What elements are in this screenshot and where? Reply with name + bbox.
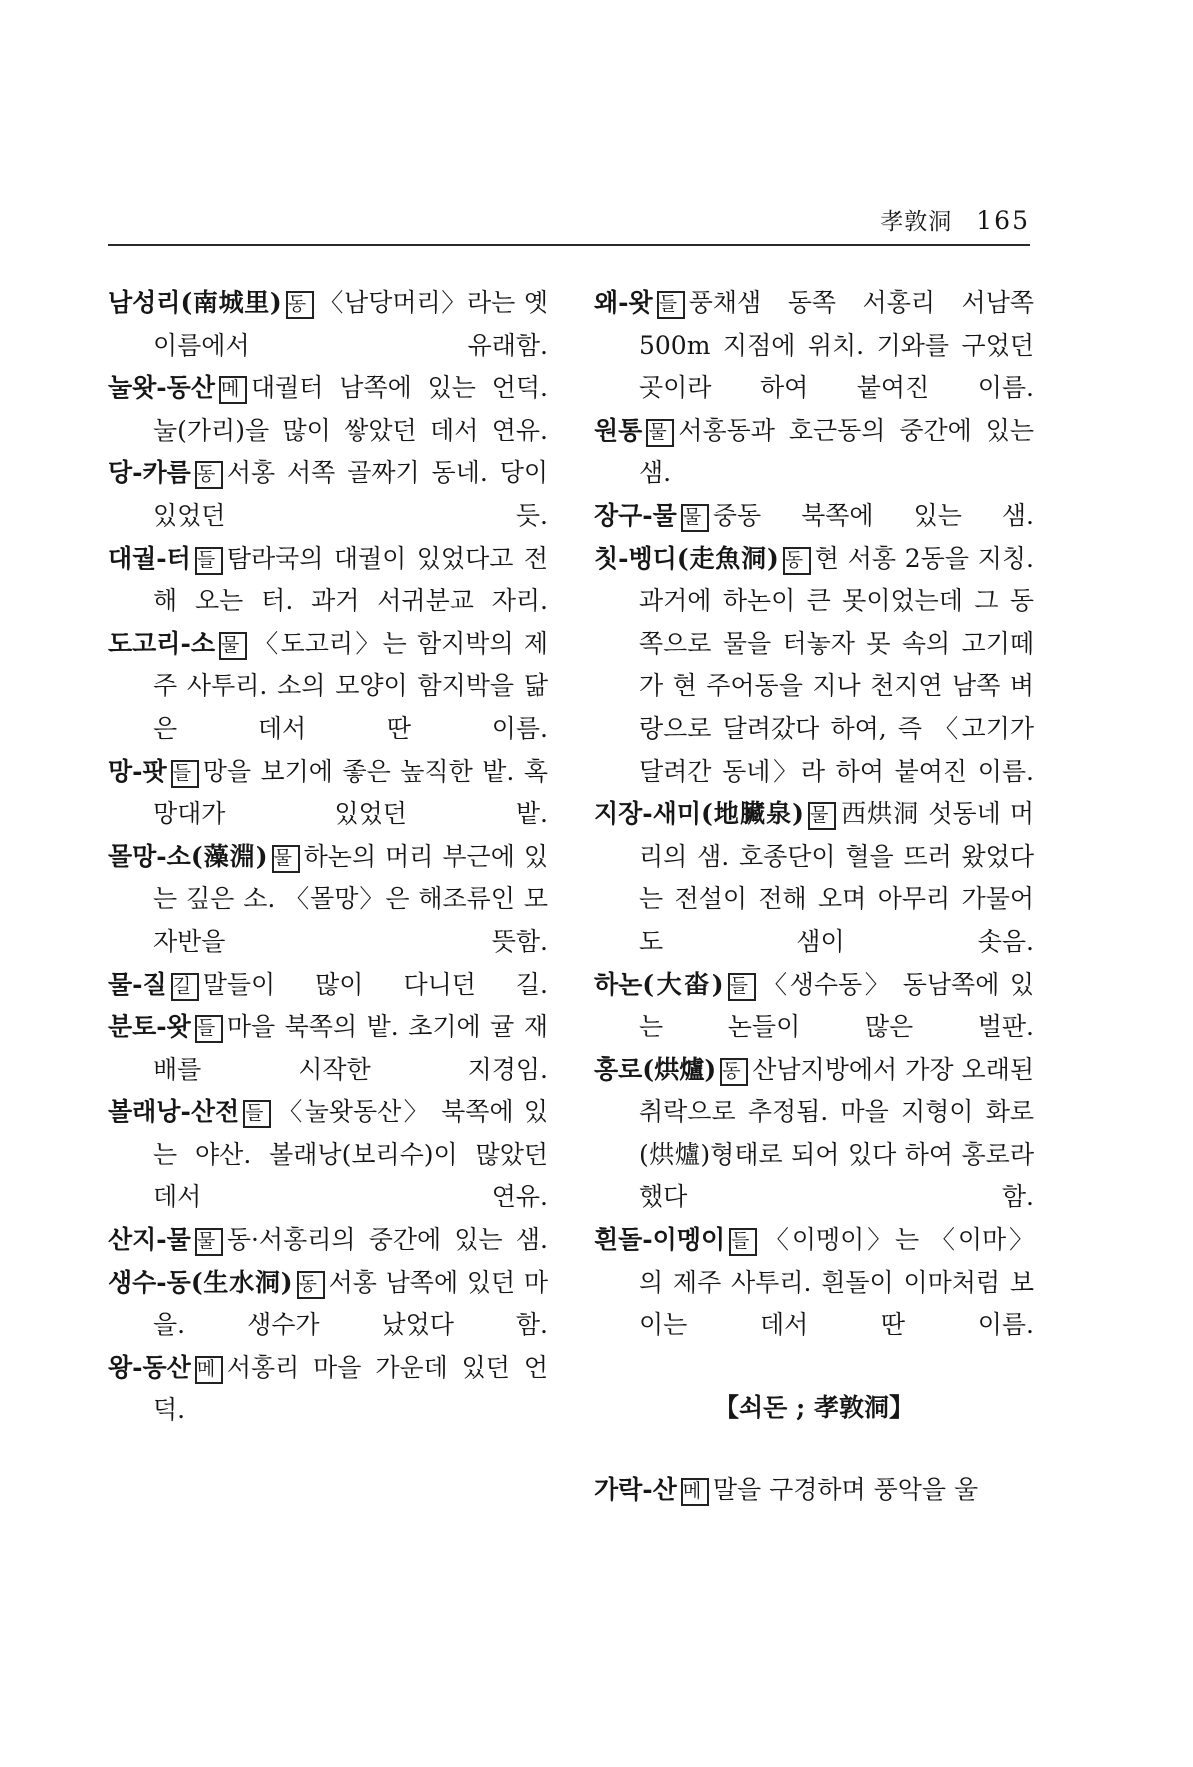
entry-text: 마을 북쪽의 밭. 초기에 귤 재배를 시작한 지경임.	[153, 1012, 548, 1084]
entry-text: 동·서홍리의 중간에 있는 샘.	[226, 1225, 548, 1255]
dictionary-entry	[594, 1049, 1034, 1219]
dictionary-entry	[108, 1006, 548, 1091]
category-tag: 물	[219, 632, 247, 660]
dictionary-entry	[108, 1262, 548, 1347]
entry-headword: 도고리-소	[108, 628, 215, 658]
entry-headword: 분토-왓	[108, 1012, 191, 1042]
category-tag: 메	[219, 376, 247, 404]
entry-text: 탐라국의 대궐이 있었다고 전해 오는 터. 과거 서귀분교 자리.	[153, 543, 548, 616]
category-tag: 메	[195, 1356, 223, 1384]
dictionary-entry	[108, 964, 548, 1007]
category-tag: 물	[195, 1228, 223, 1256]
entry-headword: 칫-벵디(走魚洞)	[594, 543, 779, 573]
category-tag: 동	[297, 1271, 325, 1299]
entry-headword: 남성리(南城里)	[108, 288, 282, 317]
right-column	[594, 282, 1034, 1512]
running-header	[108, 200, 1030, 246]
entry-text: 〈도고리〉는 함지박의 제주 사투리. 소의 모양이 함지박을 닮은 데서 딴 이름.	[153, 628, 548, 743]
category-tag: 길	[171, 973, 199, 1001]
entry-text: 〈남당머리〉라는 옛이름에서 유래함.	[153, 288, 549, 360]
entry-headword: 산지-물	[108, 1225, 191, 1255]
dictionary-entry	[108, 367, 548, 452]
category-tag: 들	[657, 291, 685, 319]
section-heading: 【쇠돈 ; 孝敦洞】	[714, 1392, 914, 1422]
dictionary-entry	[108, 538, 548, 623]
page-number: 165	[976, 206, 1030, 235]
dictionary-entry	[594, 1219, 1034, 1347]
entry-text: 대궐터 남쪽에 있는 언덕. 눌(가리)을 많이 쌓았던 데서 연유.	[153, 373, 548, 445]
entry-text: 풍채샘 동쪽 서홍리 서남쪽 500m 지점에 위치. 기와를 구었던 곳이라 하여 붙여진 이름.	[639, 288, 1034, 403]
dictionary-entry	[108, 1219, 548, 1262]
category-tag: 들	[195, 547, 223, 575]
header-line	[880, 203, 1030, 236]
dictionary-entry	[594, 538, 1034, 794]
dictionary-entry	[594, 1469, 1034, 1512]
entry-headword: 지장-새미(地臟泉)	[594, 799, 804, 829]
entry-headword: 흰돌-이멩이	[594, 1225, 726, 1255]
dictionary-entry	[108, 1091, 548, 1219]
category-tag: 들	[729, 1228, 757, 1256]
entry-text: 하논의 머리 부근에 있는 깊은 소. 〈몰망〉은 해조류인 모자반을 뜻함.	[153, 841, 548, 956]
entry-text: 서홍 서쪽 골짜기 동네. 당이 있었던 듯.	[153, 458, 548, 530]
category-tag: 들	[195, 1015, 223, 1043]
dictionary-entry	[108, 452, 548, 537]
dictionary-entry	[594, 793, 1034, 963]
category-tag: 동	[195, 461, 223, 489]
entry-headword: 생수-동(生水洞)	[108, 1267, 293, 1297]
dictionary-entry	[108, 751, 548, 836]
entry-text: 〈생수동〉 동남쪽에 있는 논들이 많은 벌판.	[639, 969, 1034, 1042]
entry-headword: 볼래낭-산전	[108, 1097, 240, 1127]
category-tag: 동	[783, 547, 811, 575]
entry-headword: 눌왓-동산	[108, 373, 215, 403]
entry-text: 〈이멩이〉는 〈이마〉의 제주 사투리. 흰돌이 이마처럼 보이는 데서 딴 이름.	[639, 1225, 1034, 1340]
entry-text: 중동 북쪽에 있는 샘.	[712, 500, 1034, 530]
dictionary-entry	[594, 964, 1034, 1049]
category-tag: 들	[171, 760, 199, 788]
category-tag: 들	[243, 1100, 271, 1128]
category-tag: 물	[646, 419, 674, 447]
category-tag: 물	[681, 504, 709, 532]
dictionary-entry	[108, 1347, 548, 1432]
entry-headword: 가락-산	[594, 1475, 677, 1505]
entry-headword: 홍로(烘爐)	[594, 1054, 717, 1084]
entry-text: 현 서홍 2동을 지칭. 과거에 하논이 큰 못이었는데 그 동쪽으로 물을 터놓자 못 속의 고기떼가 현 주어동을 지나 천지연 남쪽 벼랑으로 달려갔다 하여, 즉 〈고기가 달려간 동네〉라 하여 붙여진 이름.	[639, 543, 1034, 786]
entry-text: 말을 구경하며 풍악을 울	[712, 1475, 979, 1505]
header-title: 孝敦洞	[880, 209, 953, 235]
category-tag: 동	[286, 291, 314, 319]
category-tag: 메	[681, 1478, 709, 1506]
dictionary-entry	[594, 495, 1034, 538]
entry-headword: 당-카름	[108, 458, 191, 488]
entry-headword: 대궐-터	[108, 543, 191, 573]
dictionary-entry	[594, 410, 1034, 495]
dictionary-entry	[108, 836, 548, 964]
left-column	[108, 282, 548, 1432]
entry-text: 〈눌왓동산〉 북쪽에 있는 야산. 볼래낭(보리수)이 많았던 데서 연유.	[153, 1097, 548, 1212]
category-tag: 동	[720, 1058, 748, 1086]
entry-headword: 장구-물	[594, 500, 677, 530]
entry-headword: 원통	[594, 415, 643, 445]
entry-text: 서홍동과 호근동의 중간에 있는 샘.	[639, 415, 1034, 488]
entry-text: 산남지방에서 가장 오래된 취락으로 추정됨. 마을 지형이 화로(烘爐)형태로 되어 있다 하여 홍로라 했다 함.	[639, 1054, 1034, 1212]
entry-headword: 몰망-소(藻淵)	[108, 841, 268, 871]
entry-text: 서홍리 마을 가운데 있던 언덕.	[153, 1352, 548, 1425]
category-tag: 물	[272, 845, 300, 873]
entry-text: 西烘洞 섯동네 머리의 샘. 호종단이 혈을 뜨러 왔었다는 전설이 전해 오며 아무리 가물어도 샘이 솟음.	[639, 799, 1034, 956]
entry-headword: 물-질	[108, 969, 167, 999]
entry-text: 서홍 남쪽에 있던 마을. 생수가 났었다 함.	[153, 1267, 548, 1340]
dictionary-entry	[108, 282, 548, 367]
entry-headword: 왕-동산	[108, 1352, 191, 1382]
entry-headword: 하논(大畓)	[594, 969, 724, 999]
entry-text: 말들이 많이 다니던 길.	[202, 969, 548, 999]
category-tag: 물	[808, 802, 836, 830]
entry-text: 망을 보기에 좋은 높직한 밭. 혹 망대가 있었던 밭.	[153, 756, 548, 829]
dictionary-entry	[108, 623, 548, 751]
category-tag: 들	[728, 973, 756, 1001]
dictionary-entry	[594, 282, 1034, 410]
entry-headword: 망-팟	[108, 756, 167, 786]
entry-headword: 왜-왓	[594, 288, 653, 317]
